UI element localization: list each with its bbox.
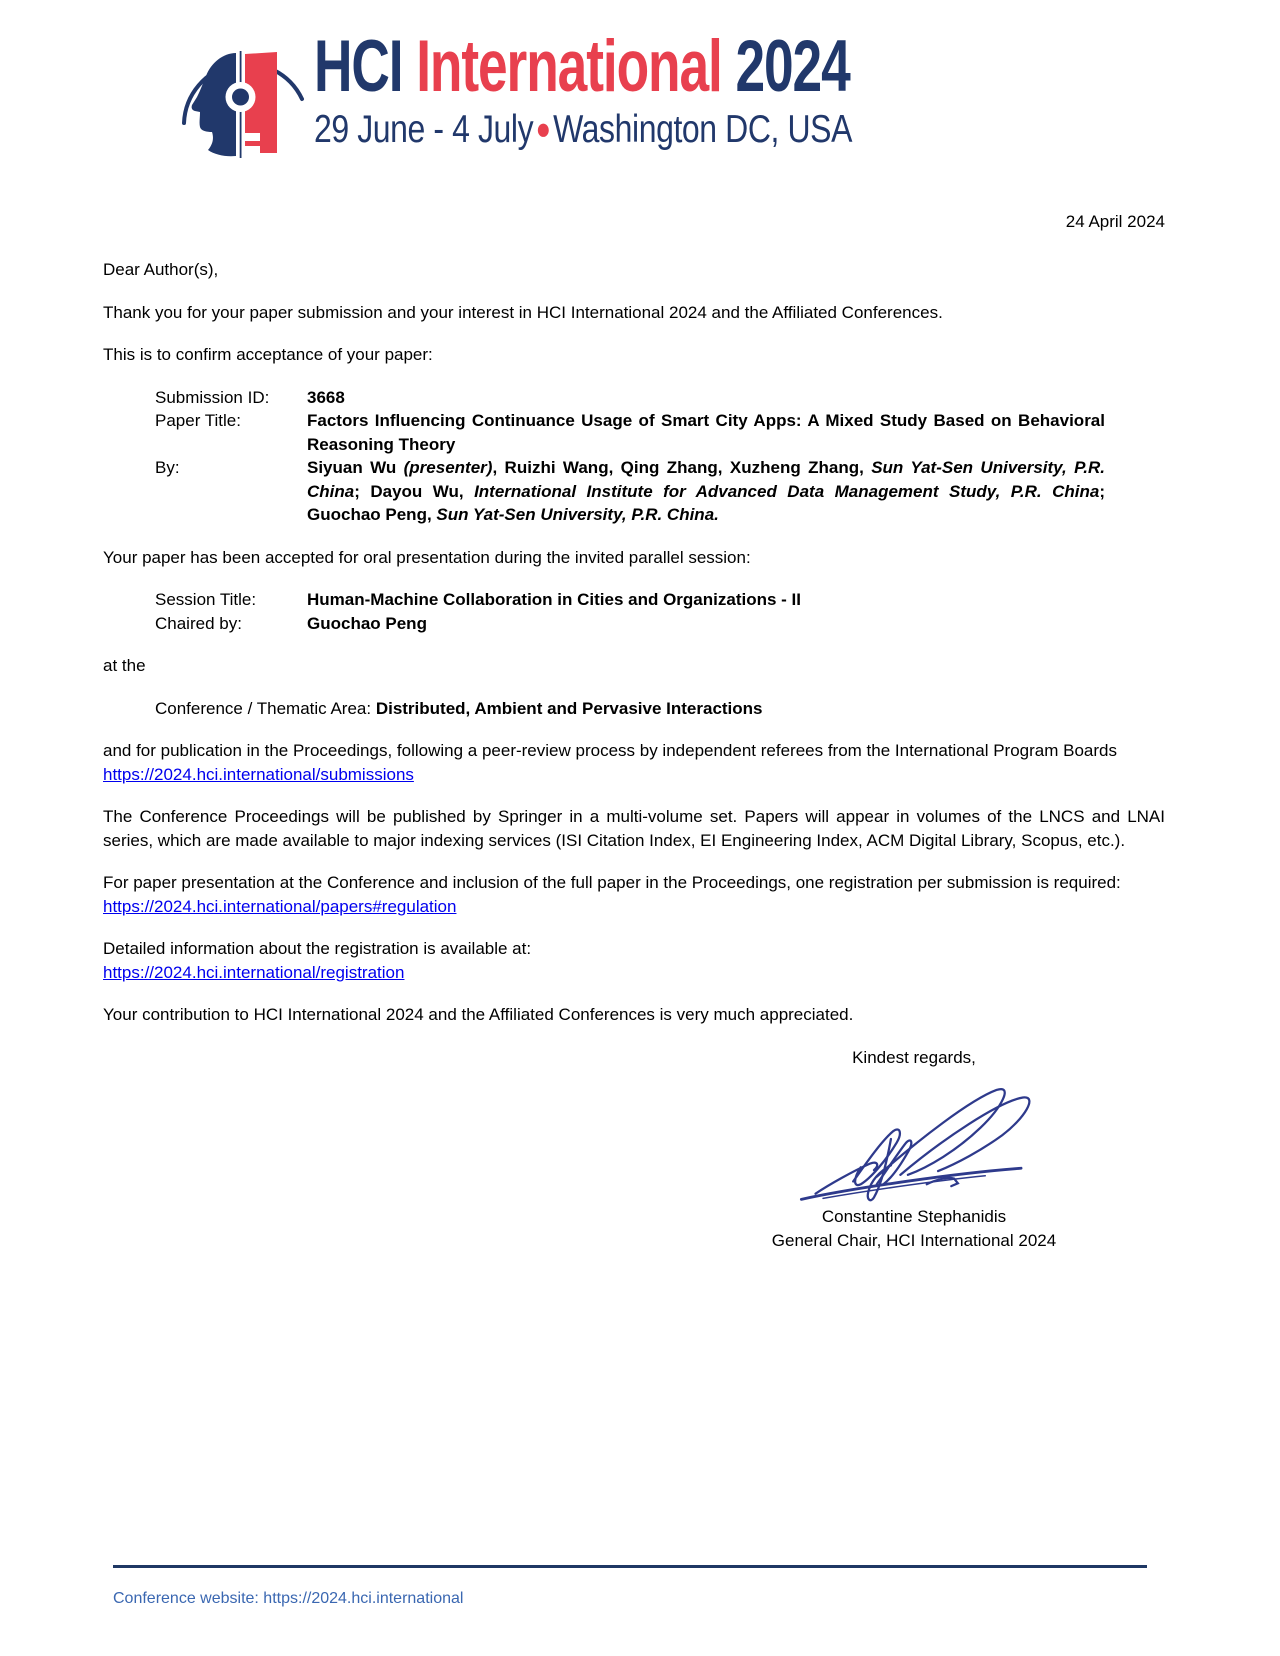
signature-image xyxy=(782,1073,1047,1205)
footer-divider xyxy=(113,1565,1147,1568)
regulation-link[interactable]: https://2024.hci.international/papers#regulation xyxy=(103,896,457,916)
paragraph-accepted: Your paper has been accepted for oral presentation during the invited parallel session: xyxy=(103,547,751,567)
paragraph-registration-required xyxy=(103,871,1165,918)
authors-label: By: xyxy=(155,458,180,477)
authors-row xyxy=(155,456,1165,527)
paragraph-publication xyxy=(103,739,1165,786)
paragraph-registration-info-text: Detailed information about the registration is available at: xyxy=(103,939,532,958)
paper-title-label: Paper Title: xyxy=(155,411,241,430)
submissions-link[interactable]: https://2024.hci.international/submissions xyxy=(103,764,414,784)
session-title-label: Session Title: xyxy=(155,590,257,609)
signer-name: Constantine Stephanidis xyxy=(821,1207,1007,1226)
paragraph-at-the: at the xyxy=(103,656,146,675)
session-details-table xyxy=(155,588,1165,635)
thematic-area-value: Distributed, Ambient and Pervasive Interactions xyxy=(375,698,763,718)
paper-title-value: Factors Influencing Continuance Usage of Smart City Apps: A Mixed Study Based on Behavioral Reasoning Theory xyxy=(307,411,1105,454)
session-chair-label: Chaired by: xyxy=(155,613,242,633)
paragraph-contribution: Your contribution to HCI International 2024 and the Affiliated Conferences is very much appreciated. xyxy=(103,1005,854,1024)
authors-value: Siyuan Wu (presenter), Ruizhi Wang, Qing Zhang, Xuzheng Zhang, Sun Yat-Sen University, P.R. China; Dayou Wu, International Institute for Advanced Data Management Study, P.R. China; Guochao Peng, Sun Yat-Sen University, P.R. China. xyxy=(307,458,1105,524)
closing-phrase: Kindest regards, xyxy=(852,1047,976,1067)
logo-text xyxy=(314,25,1048,150)
salutation: Dear Author(s), xyxy=(103,260,219,279)
session-title-value: Human-Machine Collaboration in Cities and Organizations - II xyxy=(307,590,801,609)
paper-title-row xyxy=(155,409,1165,456)
session-chair-value: Guochao Peng xyxy=(307,613,427,633)
signer-role: General Chair, HCI International 2024 xyxy=(771,1230,1057,1250)
logo-subtitle xyxy=(314,109,916,150)
paragraph-thanks: Thank you for your paper submission and your interest in HCI International 2024 and the Affiliated Conferences. xyxy=(103,302,943,322)
footer-website-link[interactable]: Conference website: https://2024.hci.international xyxy=(113,1590,464,1607)
logo-bullet-icon: ● xyxy=(535,111,551,146)
logo-subtitle-dates: 29 June - 4 July xyxy=(314,108,534,151)
thematic-area-label: Conference / Thematic Area: xyxy=(155,698,376,718)
submission-id-row xyxy=(155,386,1165,410)
paragraph-registration-info xyxy=(103,937,1165,984)
conference-logo xyxy=(180,25,1048,160)
letter-date: 24 April 2024 xyxy=(1065,212,1165,231)
logo-title xyxy=(314,26,850,107)
signature-block xyxy=(709,1046,1119,1253)
session-title-row xyxy=(155,588,1165,612)
paper-details-table xyxy=(155,386,1165,527)
logo-title-year: 2024 xyxy=(721,26,850,107)
letter-body xyxy=(103,258,1165,1252)
logo-title-hci: HCI xyxy=(314,26,417,107)
hci-logo-head-icon xyxy=(180,25,306,160)
paragraph-springer: The Conference Proceedings will be published by Springer in a multi-volume set. Papers will appear in volumes of the LNCS and LNAI series, which are made available to major indexing services (ISI Citation Index, EI Engineering Index, ACM Digital Library, Scopus, etc.). xyxy=(103,807,1165,850)
session-chair-row xyxy=(155,612,1165,636)
paragraph-registration-required-text: For paper presentation at the Conference and inclusion of the full paper in the Proceedings, one registration per submission is required: xyxy=(103,873,1121,892)
thematic-area-line xyxy=(155,697,1165,721)
logo-title-international: International xyxy=(416,26,722,107)
paragraph-publication-text: and for publication in the Proceedings, following a peer-review process by independent referees from the International Program Boards xyxy=(103,741,1117,760)
registration-link[interactable]: https://2024.hci.international/registration xyxy=(103,962,405,982)
paragraph-confirm: This is to confirm acceptance of your paper: xyxy=(103,345,433,364)
submission-id-value: 3668 xyxy=(307,387,345,407)
submission-id-label: Submission ID: xyxy=(155,387,270,407)
logo-subtitle-location: Washington DC, USA xyxy=(553,108,852,151)
